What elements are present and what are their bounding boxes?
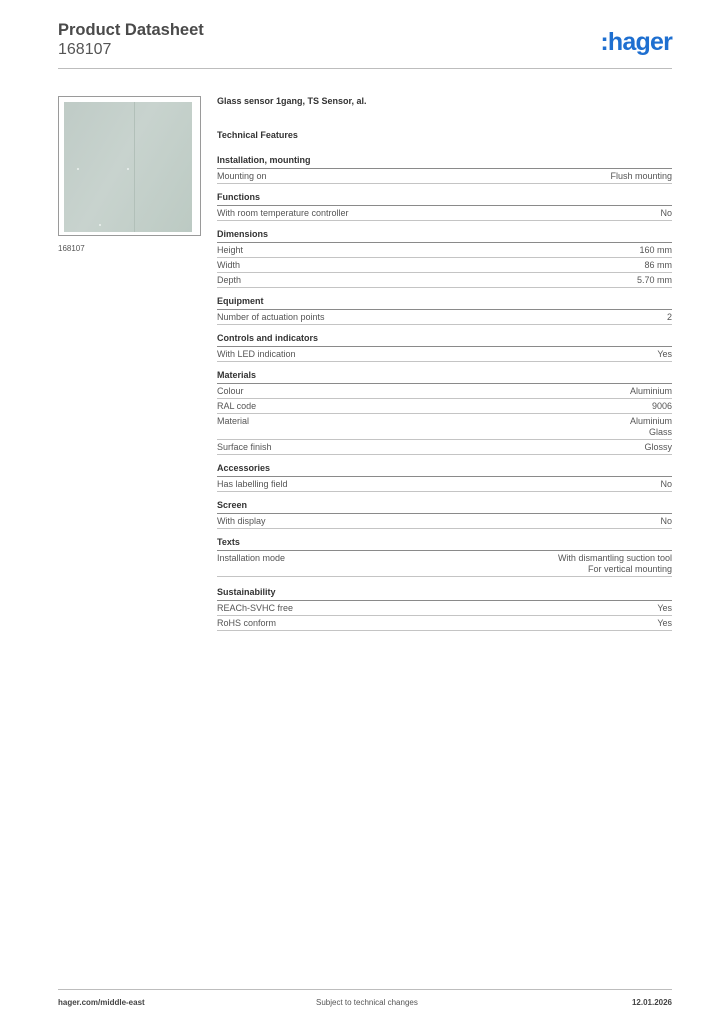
spec-value-line: 2 xyxy=(666,312,672,322)
spec-row xyxy=(217,601,672,616)
spec-label: With LED indication xyxy=(217,349,296,359)
spec-section xyxy=(217,587,672,631)
spec-row xyxy=(217,347,672,362)
spec-label: RoHS conform xyxy=(217,618,277,628)
spec-label: Has labelling field xyxy=(217,479,288,489)
spec-value-line: No xyxy=(660,479,672,489)
spec-value-line: 5.70 mm xyxy=(636,275,672,285)
page-title: Product Datasheet xyxy=(58,21,204,39)
technical-features-title: Technical Features xyxy=(217,130,298,140)
spec-value xyxy=(657,349,672,360)
spec-section xyxy=(217,370,672,455)
spec-row xyxy=(217,514,672,529)
spec-value-line: Yes xyxy=(657,603,672,613)
spec-row xyxy=(217,273,672,288)
spec-content xyxy=(217,96,672,639)
section-title: Screen xyxy=(217,500,672,514)
spec-value-line: Aluminium xyxy=(629,416,672,426)
section-title: Materials xyxy=(217,370,672,384)
spec-value-line: Yes xyxy=(657,618,672,628)
spec-value-line: Glossy xyxy=(644,442,672,452)
spec-label: Height xyxy=(217,245,244,255)
spec-value xyxy=(610,171,672,182)
spec-label: Depth xyxy=(217,275,242,285)
spec-value xyxy=(644,442,672,453)
section-title: Dimensions xyxy=(217,229,672,243)
spec-value-line: No xyxy=(660,208,672,218)
spec-row xyxy=(217,384,672,399)
spec-section xyxy=(217,229,672,288)
spec-value xyxy=(667,312,672,323)
hager-logo: :hager xyxy=(600,28,672,56)
spec-value-line: 160 mm xyxy=(639,245,672,255)
spec-value-line: Glass xyxy=(648,427,672,437)
spec-value-line: Aluminium xyxy=(629,386,672,396)
spec-section xyxy=(217,296,672,325)
spec-section xyxy=(217,155,672,184)
spec-value xyxy=(630,386,672,397)
spec-sections xyxy=(217,155,672,631)
spec-row xyxy=(217,243,672,258)
spec-value-line: 86 mm xyxy=(644,260,672,270)
spec-value xyxy=(660,516,672,527)
spec-row xyxy=(217,551,672,577)
sensor-dot xyxy=(99,224,101,226)
spec-label: With room temperature controller xyxy=(217,208,349,218)
footer-notice: Subject to technical changes xyxy=(316,998,418,1007)
spec-label: Number of actuation points xyxy=(217,312,325,322)
spec-value xyxy=(639,245,672,256)
spec-value xyxy=(644,260,672,271)
sensor-dot xyxy=(127,168,129,170)
spec-label: Surface finish xyxy=(217,442,272,452)
spec-value-line: For vertical mounting xyxy=(587,564,672,574)
section-title: Texts xyxy=(217,537,672,551)
section-title: Equipment xyxy=(217,296,672,310)
section-title: Sustainability xyxy=(217,587,672,601)
spec-value-line: With dismantling suction tool xyxy=(557,553,672,563)
spec-value xyxy=(660,479,672,490)
glass-sensor-icon xyxy=(64,102,192,232)
spec-value xyxy=(657,603,672,614)
footer-divider xyxy=(58,989,672,990)
spec-row xyxy=(217,310,672,325)
product-name: Glass sensor 1gang, TS Sensor, al. xyxy=(217,96,367,106)
spec-value-line: No xyxy=(660,516,672,526)
section-title: Installation, mounting xyxy=(217,155,672,169)
spec-label: Colour xyxy=(217,386,244,396)
spec-row xyxy=(217,477,672,492)
page-header xyxy=(58,21,672,59)
spec-label: Mounting on xyxy=(217,171,267,181)
spec-value-line: Flush mounting xyxy=(610,171,672,181)
spec-value xyxy=(630,416,672,438)
spec-section xyxy=(217,463,672,492)
spec-label: Width xyxy=(217,260,241,270)
spec-label: REACh-SVHC free xyxy=(217,603,294,613)
spec-row xyxy=(217,206,672,221)
sensor-seam xyxy=(134,102,135,232)
spec-row xyxy=(217,440,672,455)
spec-value xyxy=(637,275,672,286)
spec-section xyxy=(217,537,672,577)
sensor-dot xyxy=(77,168,79,170)
footer-date: 12.01.2026 xyxy=(631,998,672,1007)
spec-label: RAL code xyxy=(217,401,257,411)
spec-value xyxy=(652,401,672,412)
spec-label: With display xyxy=(217,516,266,526)
spec-section xyxy=(217,333,672,362)
spec-label: Installation mode xyxy=(217,553,286,563)
spec-section xyxy=(217,500,672,529)
spec-row xyxy=(217,169,672,184)
spec-row xyxy=(217,399,672,414)
spec-value xyxy=(660,208,672,219)
spec-row xyxy=(217,414,672,440)
spec-label: Material xyxy=(217,416,250,426)
spec-value xyxy=(558,553,672,575)
product-image xyxy=(58,96,201,236)
section-title: Accessories xyxy=(217,463,672,477)
spec-section xyxy=(217,192,672,221)
spec-value xyxy=(657,618,672,629)
footer-website[interactable]: hager.com/middle-east xyxy=(58,998,145,1007)
spec-value-line: 9006 xyxy=(651,401,672,411)
image-caption: 168107 xyxy=(58,244,85,253)
header-divider xyxy=(58,68,672,69)
spec-value-line: Yes xyxy=(657,349,672,359)
section-title: Functions xyxy=(217,192,672,206)
spec-row xyxy=(217,616,672,631)
spec-row xyxy=(217,258,672,273)
product-number: 168107 xyxy=(58,41,112,58)
section-title: Controls and indicators xyxy=(217,333,672,347)
